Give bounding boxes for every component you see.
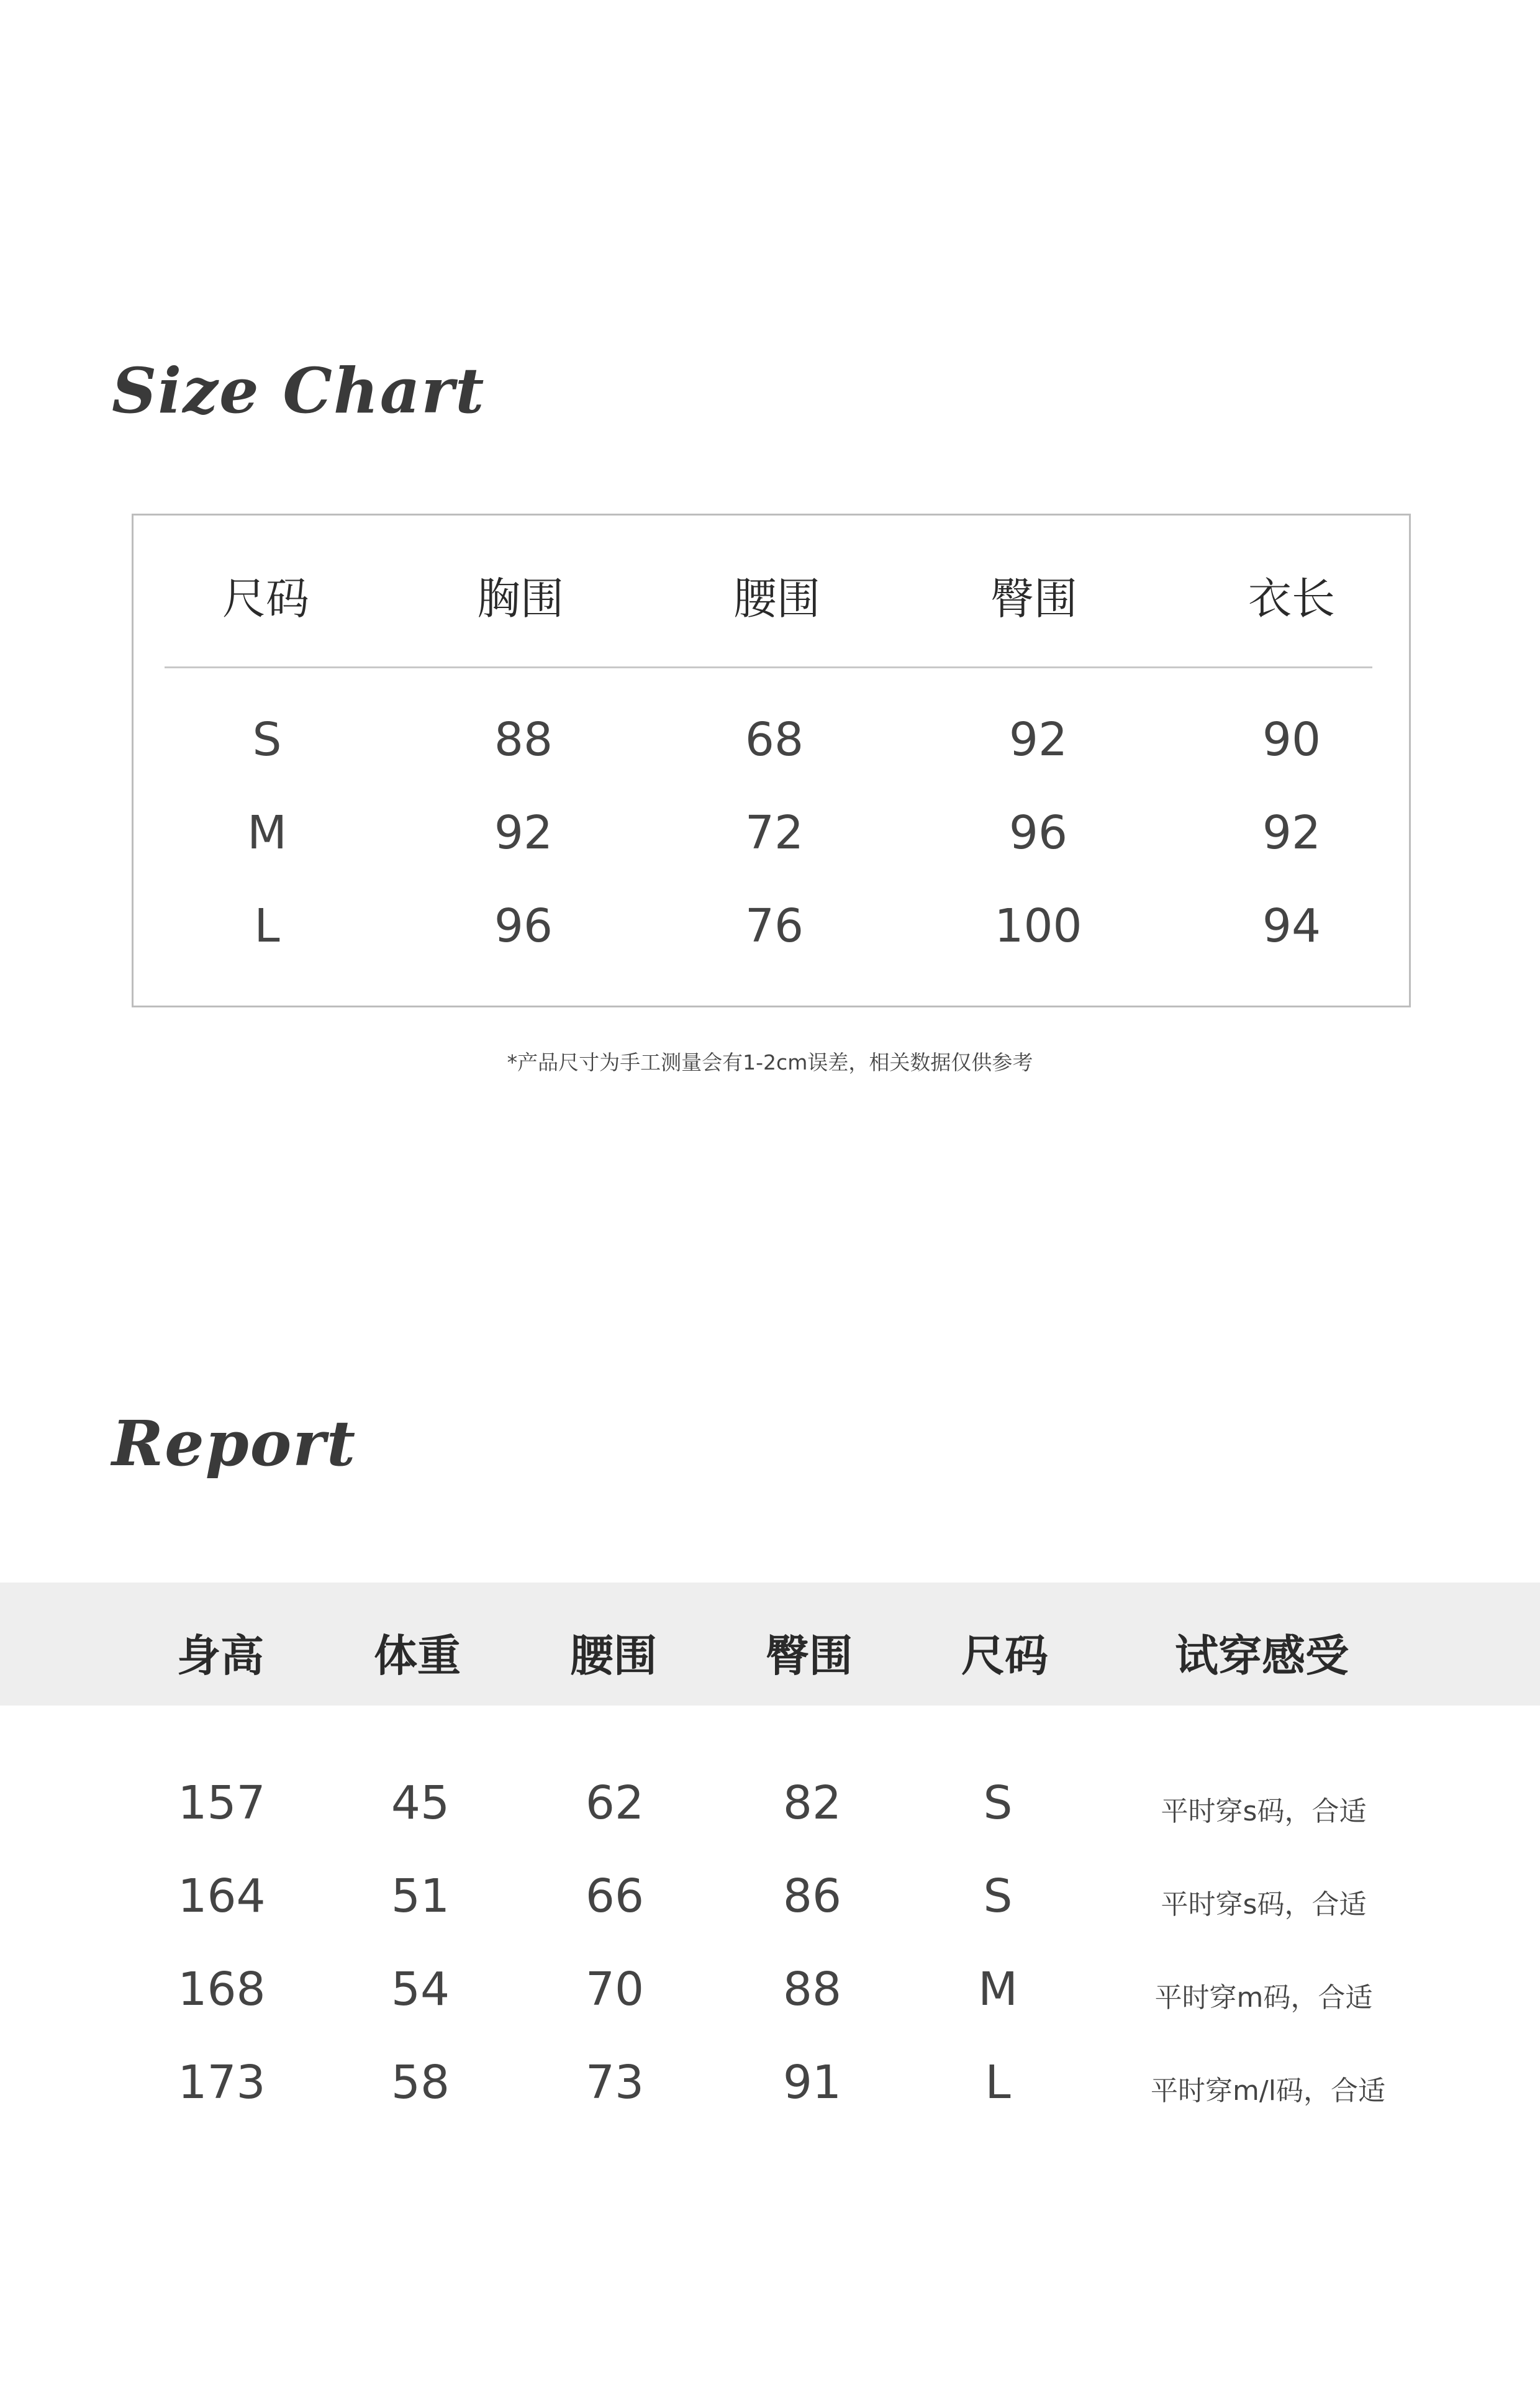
report-feedback: 平时穿m码，合适 <box>1154 1982 1373 2014</box>
report-header-height: 身高 <box>177 1630 264 1681</box>
size-cell: M <box>247 806 287 860</box>
report-cell: 45 <box>391 1776 450 1830</box>
report-cell: S <box>983 1776 1013 1830</box>
report-feedback: 平时穿s码，合适 <box>1161 1889 1367 1920</box>
report-cell: 51 <box>391 1869 450 1923</box>
report-header-hip: 臀围 <box>766 1630 853 1681</box>
size-cell: 72 <box>745 806 804 860</box>
report-cell: 157 <box>178 1776 266 1830</box>
report-cell: 66 <box>585 1869 645 1923</box>
size-header-size: 尺码 <box>222 573 309 624</box>
report-cell: 54 <box>391 1963 450 2016</box>
size-cell: 90 <box>1262 713 1321 766</box>
report-feedback: 平时穿m/l码，合适 <box>1151 2075 1385 2107</box>
size-cell: 94 <box>1262 899 1321 953</box>
report-cell: 82 <box>782 1776 842 1830</box>
size-cell: 92 <box>1262 806 1321 860</box>
report-header-size: 尺码 <box>961 1630 1048 1681</box>
report-cell: 70 <box>585 1963 645 2016</box>
report-cell: 73 <box>585 2056 645 2109</box>
size-cell: 100 <box>994 899 1082 953</box>
report-cell: 168 <box>178 1963 266 2016</box>
size-cell: S <box>252 713 282 766</box>
report-cell: 88 <box>782 1963 842 2016</box>
report-header-feedback: 试穿感受 <box>1175 1630 1349 1681</box>
report-cell: 58 <box>391 2056 450 2109</box>
size-cell: 96 <box>1008 806 1068 860</box>
report-header-weight: 体重 <box>374 1630 461 1681</box>
report-cell: 91 <box>782 2056 842 2109</box>
report-cell: M <box>978 1963 1018 2016</box>
report-feedback: 平时穿s码，合适 <box>1161 1796 1367 1827</box>
report-cell: 173 <box>178 2056 266 2109</box>
size-chart-title: Size Chart <box>112 354 486 427</box>
size-cell: L <box>254 899 280 953</box>
size-header-bust: 胸围 <box>477 573 564 624</box>
report-cell: 164 <box>178 1869 266 1923</box>
size-header-waist: 腰围 <box>733 573 820 624</box>
size-cell: 88 <box>494 713 553 766</box>
measurement-note: *产品尺寸为手工测量会有1-2cm误差，相关数据仅供参考 <box>507 1050 1033 1074</box>
report-cell: 62 <box>585 1776 645 1830</box>
size-cell: 76 <box>745 899 804 953</box>
size-cell: 96 <box>494 899 553 953</box>
size-cell: 68 <box>745 713 804 766</box>
size-header-length: 衣长 <box>1248 573 1335 624</box>
report-header-waist: 腰围 <box>570 1630 657 1681</box>
size-header-hip: 臀围 <box>990 573 1077 624</box>
report-cell: L <box>985 2056 1011 2109</box>
size-cell: 92 <box>1008 713 1068 766</box>
report-cell: S <box>983 1869 1013 1923</box>
size-cell: 92 <box>494 806 553 860</box>
size-chart-divider <box>165 666 1372 668</box>
report-cell: 86 <box>782 1869 842 1923</box>
report-title: Report <box>112 1407 357 1480</box>
